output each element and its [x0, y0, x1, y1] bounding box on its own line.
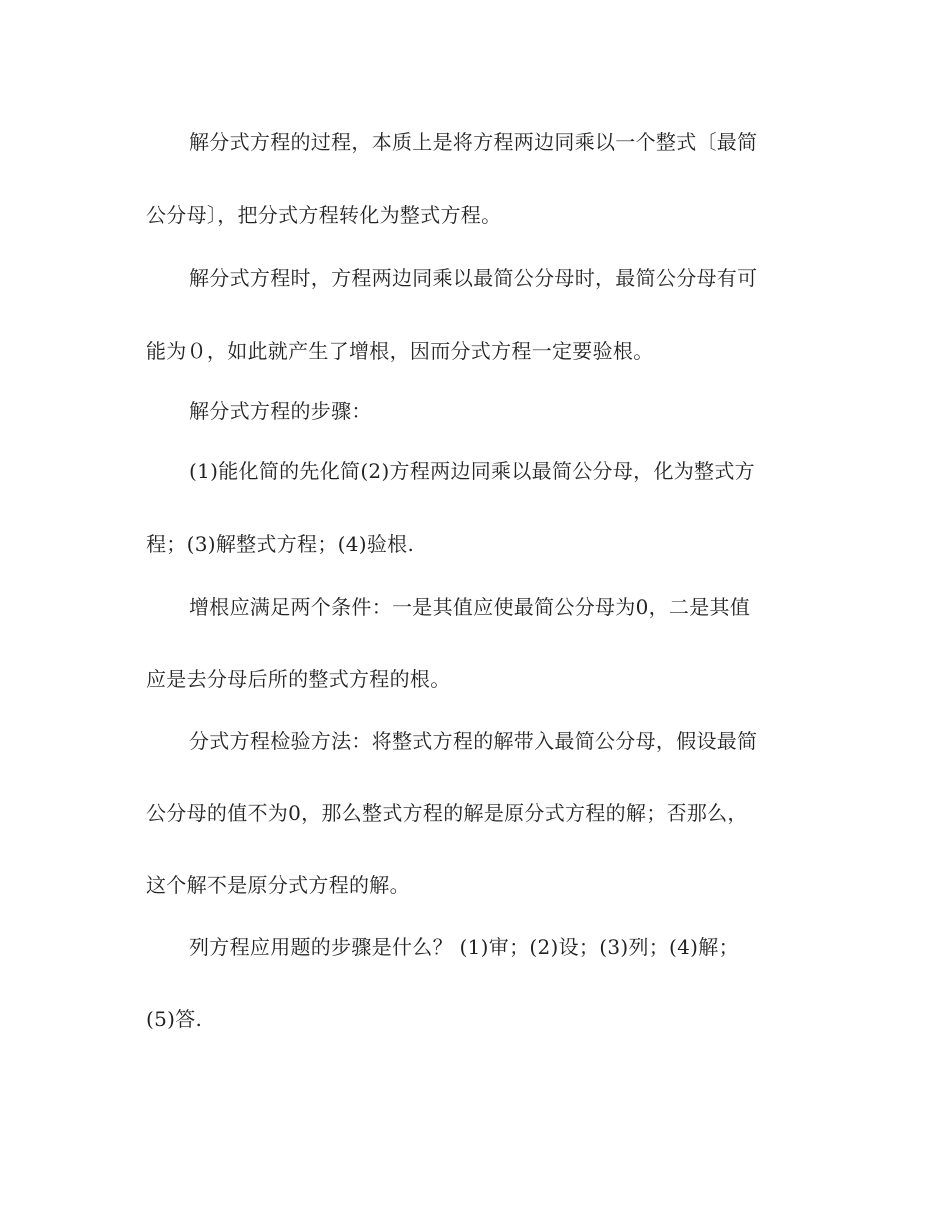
paragraph-5-line-3: 这个解不是原分式方程的解。 — [146, 873, 410, 897]
paragraph-3-line-1: (1)能化简的先化简(2)方程两边同乘以最简公分母，化为整式方 — [189, 459, 755, 483]
paragraph-4-line-2: 应是去分母后所的整式方程的根。 — [146, 667, 451, 691]
paragraph-2-line-2: 能为０，如此就产生了增根，因而分式方程一定要验根。 — [146, 339, 654, 363]
paragraph-1-line-2: 公分母〕，把分式方程转化为整式方程。 — [146, 203, 502, 227]
paragraph-2-line-1: 解分式方程时，方程两边同乘以最简公分母时，最简公分母有可 — [189, 266, 758, 290]
paragraph-4-line-1: 增根应满足两个条件：一是其值应使最简公分母为0，二是其值 — [189, 595, 751, 619]
paragraph-6-line-1: 列方程应用题的步骤是什么？ (1)审；(2)设；(3)列；(4)解； — [189, 935, 739, 959]
paragraph-3-line-2: 程；(3)解整式方程；(4)验根. — [146, 532, 415, 556]
paragraph-6-line-2: (5)答. — [146, 1007, 203, 1031]
steps-heading: 解分式方程的步骤： — [189, 399, 372, 423]
paragraph-5-line-1: 分式方程检验方法：将整式方程的解带入最简公分母，假设最简 — [189, 729, 758, 753]
paragraph-5-line-2: 公分母的值不为0，那么整式方程的解是原分式方程的解；否那么， — [146, 801, 748, 825]
paragraph-1-line-1: 解分式方程的过程，本质上是将方程两边同乘以一个整式〔最简 — [189, 130, 758, 154]
